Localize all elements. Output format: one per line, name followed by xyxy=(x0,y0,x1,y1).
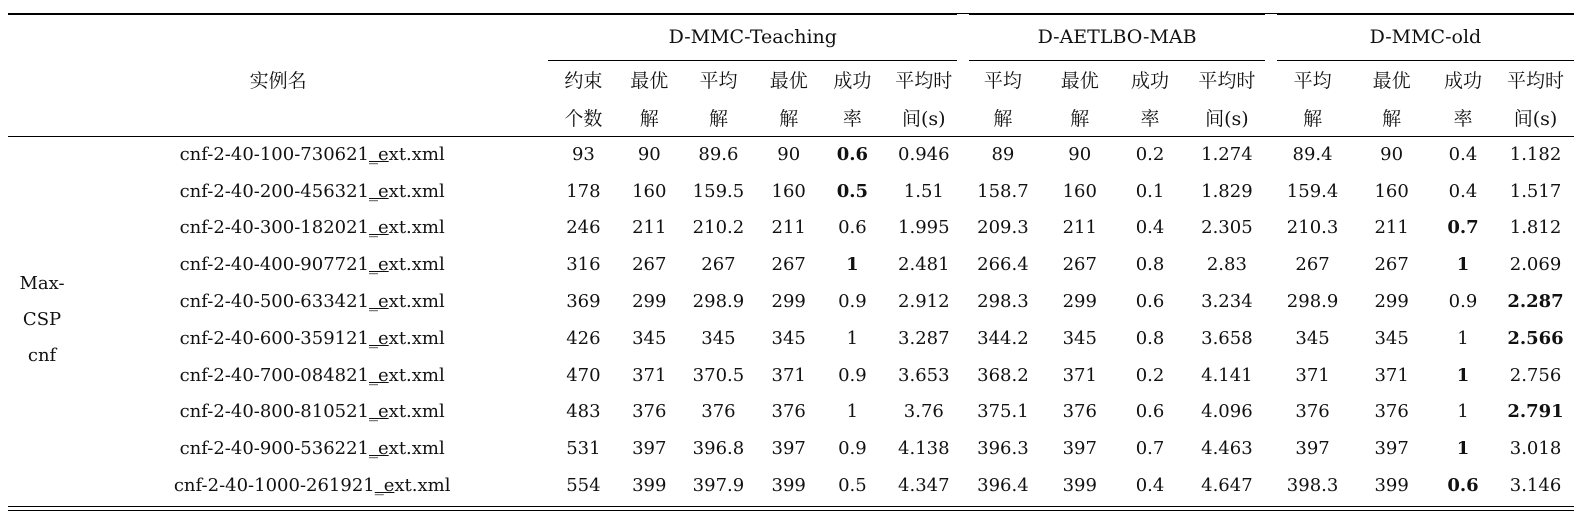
value-cell: 316 xyxy=(566,254,601,276)
col-header: 解 xyxy=(708,107,728,130)
value-cell: 0.5 xyxy=(838,475,867,497)
instance-name-part: cnf-2-40-600-359121 xyxy=(179,327,370,349)
value-cell: 0.8 xyxy=(1135,327,1165,349)
instance-name-part: cnf-2-40-900-536221 xyxy=(179,438,370,460)
instance-name-part: _e xyxy=(369,327,389,349)
value-cell: 1.274 xyxy=(1201,143,1253,165)
instance-name-part: _e xyxy=(374,475,395,497)
value-cell: 371 xyxy=(1374,364,1409,386)
col-header: 最优 xyxy=(630,69,669,92)
value-cell: 3.146 xyxy=(1509,475,1562,497)
value-cell: 0.7 xyxy=(1135,438,1165,460)
value-cell: 375.1 xyxy=(977,401,1029,423)
value-cell: 160 xyxy=(632,180,667,202)
value-cell: 90 xyxy=(637,143,661,165)
value-cell: 0.4 xyxy=(1135,217,1165,239)
category-cell xyxy=(8,136,76,504)
value-cell: 554 xyxy=(566,475,601,497)
value-cell: 2.287 xyxy=(1507,291,1564,313)
table-row xyxy=(8,210,1574,247)
value-cell: 396.4 xyxy=(977,475,1029,497)
value-cell: 0.9 xyxy=(838,291,867,313)
value-cell: 298.9 xyxy=(1286,291,1339,313)
instance-name-part: xt.xml xyxy=(388,364,445,386)
value-cell: 90 xyxy=(777,143,801,165)
value-cell: 3.76 xyxy=(903,401,944,423)
instance-name-cell xyxy=(76,283,548,320)
col-header: 解 xyxy=(1303,107,1323,130)
value-cell: 0.6 xyxy=(1447,475,1479,497)
header-row-groups xyxy=(8,14,1574,60)
value-cell: 299 xyxy=(632,291,667,313)
col-header: 约束 xyxy=(564,69,603,92)
value-cell: 0.9 xyxy=(838,364,867,386)
value-cell: 89.6 xyxy=(698,143,739,165)
value-cell: 2.566 xyxy=(1507,327,1564,349)
instance-name-part: xt.xml xyxy=(388,143,445,165)
value-cell: 397 xyxy=(1295,438,1330,460)
value-cell: 0.8 xyxy=(1135,254,1165,276)
instance-name-part: xt.xml xyxy=(388,327,445,349)
col-header: 成功 xyxy=(1443,69,1482,92)
value-cell: 371 xyxy=(632,364,667,386)
instance-name-part: cnf-2-40-700-084821 xyxy=(179,364,370,386)
group-header-old: D-MMC-old xyxy=(1271,14,1574,60)
value-cell: 3.653 xyxy=(898,364,950,386)
instance-name-part: _e xyxy=(369,254,389,276)
value-cell: 1.182 xyxy=(1509,143,1562,165)
value-cell: 1 xyxy=(1457,327,1469,349)
value-cell: 2.912 xyxy=(898,291,950,313)
value-cell: 1.812 xyxy=(1509,217,1562,239)
value-cell: 396.8 xyxy=(692,438,745,460)
value-cell: 298.9 xyxy=(692,291,745,313)
value-cell: 160 xyxy=(771,180,806,202)
category-line: Max- xyxy=(19,272,65,294)
instance-name-part: _e xyxy=(369,143,389,165)
results-table-wrapper xyxy=(8,14,1574,504)
value-cell: 246 xyxy=(566,217,601,239)
value-cell: 160 xyxy=(1374,180,1409,202)
value-cell: 267 xyxy=(1374,254,1409,276)
value-cell: 3.287 xyxy=(898,327,950,349)
value-cell: 376 xyxy=(632,401,667,423)
instance-name-cell xyxy=(76,320,548,357)
instance-header: 实例名 xyxy=(249,70,307,92)
instance-name-cell xyxy=(76,173,548,210)
value-cell: 369 xyxy=(566,291,601,313)
col-header: 个数 xyxy=(564,107,603,130)
instance-name-cell xyxy=(76,430,548,467)
value-cell: 3.234 xyxy=(1201,291,1253,313)
col-header: 平均 xyxy=(1293,69,1332,92)
instance-name-part: _e xyxy=(369,364,389,386)
col-header: 解 xyxy=(1382,107,1402,130)
instance-name-part: _e xyxy=(369,438,389,460)
table-row xyxy=(8,283,1574,320)
value-cell: 4.347 xyxy=(898,475,950,497)
value-cell: 344.2 xyxy=(977,327,1029,349)
instance-name-part: _e xyxy=(369,217,389,239)
category-line: cnf xyxy=(27,344,57,366)
value-cell: 0.4 xyxy=(1448,180,1478,202)
table-body xyxy=(8,136,1574,504)
value-cell: 371 xyxy=(1295,364,1330,386)
table-row xyxy=(8,430,1574,467)
value-cell: 158.7 xyxy=(977,180,1029,202)
value-cell: 4.138 xyxy=(898,438,950,460)
value-cell: 211 xyxy=(632,217,667,239)
value-cell: 89 xyxy=(991,143,1015,165)
instance-name-part: xt.xml xyxy=(388,291,445,313)
value-cell: 1 xyxy=(1456,254,1470,276)
col-header: 率 xyxy=(842,107,862,130)
value-cell: 483 xyxy=(566,401,601,423)
col-header: 间(s) xyxy=(1205,107,1249,130)
value-cell: 376 xyxy=(771,401,806,423)
col-header: 解 xyxy=(993,107,1013,130)
instance-name-part: xt.xml xyxy=(388,438,445,460)
instance-name-part: _e xyxy=(369,401,389,423)
value-cell: 267 xyxy=(701,254,736,276)
value-cell: 299 xyxy=(1374,291,1409,313)
value-cell: 1.995 xyxy=(898,217,950,239)
col-header: 平均 xyxy=(699,69,738,92)
table-row xyxy=(8,394,1574,431)
col-header: 解 xyxy=(1070,107,1090,130)
col-header: 平均时 xyxy=(1198,69,1256,92)
instance-name-part: cnf-2-40-500-633421 xyxy=(179,291,370,313)
value-cell: 93 xyxy=(571,143,595,165)
table-row xyxy=(8,173,1574,210)
col-header: 成功 xyxy=(833,69,872,92)
col-header: 最优 xyxy=(1060,69,1099,92)
value-cell: 0.4 xyxy=(1135,475,1165,497)
table-row xyxy=(8,357,1574,394)
instance-name-cell xyxy=(76,210,548,247)
instance-name-part: xt.xml xyxy=(388,401,445,423)
results-table xyxy=(8,14,1574,504)
instance-name-part: cnf-2-40-1000-261921 xyxy=(173,475,375,497)
col-header: 最优 xyxy=(769,69,808,92)
value-cell: 1.829 xyxy=(1201,180,1253,202)
value-cell: 368.2 xyxy=(977,364,1029,386)
value-cell: 159.5 xyxy=(692,180,745,202)
col-header: 间(s) xyxy=(1513,107,1558,130)
value-cell: 266.4 xyxy=(977,254,1029,276)
value-cell: 0.946 xyxy=(898,143,950,165)
value-cell: 531 xyxy=(566,438,601,460)
value-cell: 2.83 xyxy=(1206,254,1247,276)
instance-name-cell xyxy=(76,136,548,173)
instance-name-part: xt.xml xyxy=(388,254,445,276)
value-cell: 345 xyxy=(1374,327,1409,349)
value-cell: 210.2 xyxy=(692,217,745,239)
col-header: 率 xyxy=(1453,107,1473,130)
value-cell: 211 xyxy=(771,217,806,239)
value-cell: 267 xyxy=(771,254,806,276)
value-cell: 211 xyxy=(1374,217,1409,239)
value-cell: 0.6 xyxy=(1135,401,1165,423)
value-cell: 398.3 xyxy=(1286,475,1339,497)
value-cell: 1 xyxy=(846,254,859,276)
value-cell: 90 xyxy=(1068,143,1092,165)
value-cell: 4.141 xyxy=(1201,364,1253,386)
value-cell: 160 xyxy=(1062,180,1097,202)
value-cell: 211 xyxy=(1062,217,1097,239)
value-cell: 0.6 xyxy=(1135,291,1165,313)
value-cell: 376 xyxy=(1374,401,1409,423)
instance-name-part: cnf-2-40-300-182021 xyxy=(179,217,370,239)
value-cell: 399 xyxy=(1374,475,1409,497)
value-cell: 1 xyxy=(846,327,859,349)
value-cell: 1.517 xyxy=(1509,180,1562,202)
category-line: CSP xyxy=(22,308,62,330)
col-header: 平均时 xyxy=(895,69,953,92)
value-cell: 345 xyxy=(701,327,736,349)
value-cell: 0.9 xyxy=(838,438,867,460)
instance-name-part: xt.xml xyxy=(394,475,451,497)
value-cell: 0.2 xyxy=(1135,143,1165,165)
value-cell: 298.3 xyxy=(977,291,1029,313)
value-cell: 370.5 xyxy=(692,364,745,386)
table-row xyxy=(8,467,1574,504)
value-cell: 0.1 xyxy=(1135,180,1165,202)
value-cell: 376 xyxy=(701,401,736,423)
value-cell: 2.791 xyxy=(1507,401,1564,423)
value-cell: 0.9 xyxy=(1448,291,1478,313)
value-cell: 426 xyxy=(566,327,601,349)
value-cell: 345 xyxy=(1062,327,1097,349)
instance-name-cell xyxy=(76,246,548,283)
value-cell: 1 xyxy=(846,401,859,423)
value-cell: 396.3 xyxy=(977,438,1029,460)
value-cell: 3.018 xyxy=(1509,438,1562,460)
col-header: 成功 xyxy=(1131,69,1170,92)
value-cell: 345 xyxy=(1295,327,1330,349)
value-cell: 2.756 xyxy=(1509,364,1562,386)
value-cell: 397 xyxy=(771,438,806,460)
instance-name-cell xyxy=(76,357,548,394)
table-row xyxy=(8,136,1574,173)
value-cell: 0.4 xyxy=(1448,143,1478,165)
value-cell: 2.481 xyxy=(898,254,950,276)
col-header: 间(s) xyxy=(902,107,946,130)
instance-name-cell xyxy=(76,467,548,504)
value-cell: 397 xyxy=(1062,438,1097,460)
value-cell: 376 xyxy=(1295,401,1330,423)
table-bottom-rule xyxy=(8,506,1574,507)
value-cell: 345 xyxy=(632,327,667,349)
value-cell: 90 xyxy=(1380,143,1404,165)
value-cell: 0.6 xyxy=(838,217,867,239)
value-cell: 399 xyxy=(771,475,806,497)
value-cell: 2.069 xyxy=(1509,254,1562,276)
value-cell: 371 xyxy=(771,364,806,386)
value-cell: 1.51 xyxy=(903,180,944,202)
value-cell: 399 xyxy=(632,475,667,497)
instance-name-part: cnf-2-40-200-456321 xyxy=(179,180,370,202)
value-cell: 299 xyxy=(771,291,806,313)
value-cell: 4.463 xyxy=(1201,438,1253,460)
instance-name-part: _e xyxy=(369,180,389,202)
value-cell: 397 xyxy=(632,438,667,460)
value-cell: 3.658 xyxy=(1201,327,1253,349)
value-cell: 0.2 xyxy=(1135,364,1165,386)
instance-name-part: xt.xml xyxy=(388,180,445,202)
value-cell: 470 xyxy=(566,364,601,386)
col-header: 解 xyxy=(779,107,799,130)
value-cell: 159.4 xyxy=(1286,180,1339,202)
value-cell: 2.305 xyxy=(1201,217,1253,239)
value-cell: 0.5 xyxy=(836,180,869,202)
instance-name-part: xt.xml xyxy=(388,217,445,239)
value-cell: 371 xyxy=(1062,364,1097,386)
value-cell: 345 xyxy=(771,327,806,349)
value-cell: 376 xyxy=(1062,401,1097,423)
value-cell: 399 xyxy=(1062,475,1097,497)
value-cell: 1 xyxy=(1456,364,1470,386)
instance-name-part: cnf-2-40-800-810521 xyxy=(179,401,370,423)
value-cell: 0.7 xyxy=(1447,217,1479,239)
table-row xyxy=(8,246,1574,283)
col-header: 平均 xyxy=(983,69,1022,92)
col-header: 率 xyxy=(1140,107,1160,130)
col-header: 解 xyxy=(639,107,659,130)
value-cell: 89.4 xyxy=(1292,143,1333,165)
instance-name-part: _e xyxy=(369,291,389,313)
value-cell: 1 xyxy=(1457,401,1469,423)
instance-name-part: cnf-2-40-400-907721 xyxy=(179,254,370,276)
col-header: 最优 xyxy=(1372,69,1411,92)
instance-name-cell xyxy=(76,394,548,431)
table-bottom-rule-double xyxy=(8,510,1574,511)
value-cell: 397 xyxy=(1374,438,1409,460)
value-cell: 4.096 xyxy=(1201,401,1253,423)
table-row xyxy=(8,320,1574,357)
instance-name-part: cnf-2-40-100-730621 xyxy=(179,143,370,165)
value-cell: 267 xyxy=(632,254,667,276)
value-cell: 1 xyxy=(1456,438,1470,460)
value-cell: 210.3 xyxy=(1286,217,1339,239)
group-header-aetlbo: D-AETLBO-MAB xyxy=(963,14,1270,60)
value-cell: 267 xyxy=(1295,254,1330,276)
value-cell: 397.9 xyxy=(692,475,745,497)
value-cell: 267 xyxy=(1062,254,1097,276)
value-cell: 0.6 xyxy=(836,143,869,165)
value-cell: 178 xyxy=(566,180,601,202)
col-header: 平均时 xyxy=(1507,69,1565,92)
group-header-teaching: D-MMC-Teaching xyxy=(548,14,963,60)
value-cell: 209.3 xyxy=(977,217,1029,239)
value-cell: 4.647 xyxy=(1201,475,1253,497)
value-cell: 299 xyxy=(1062,291,1097,313)
